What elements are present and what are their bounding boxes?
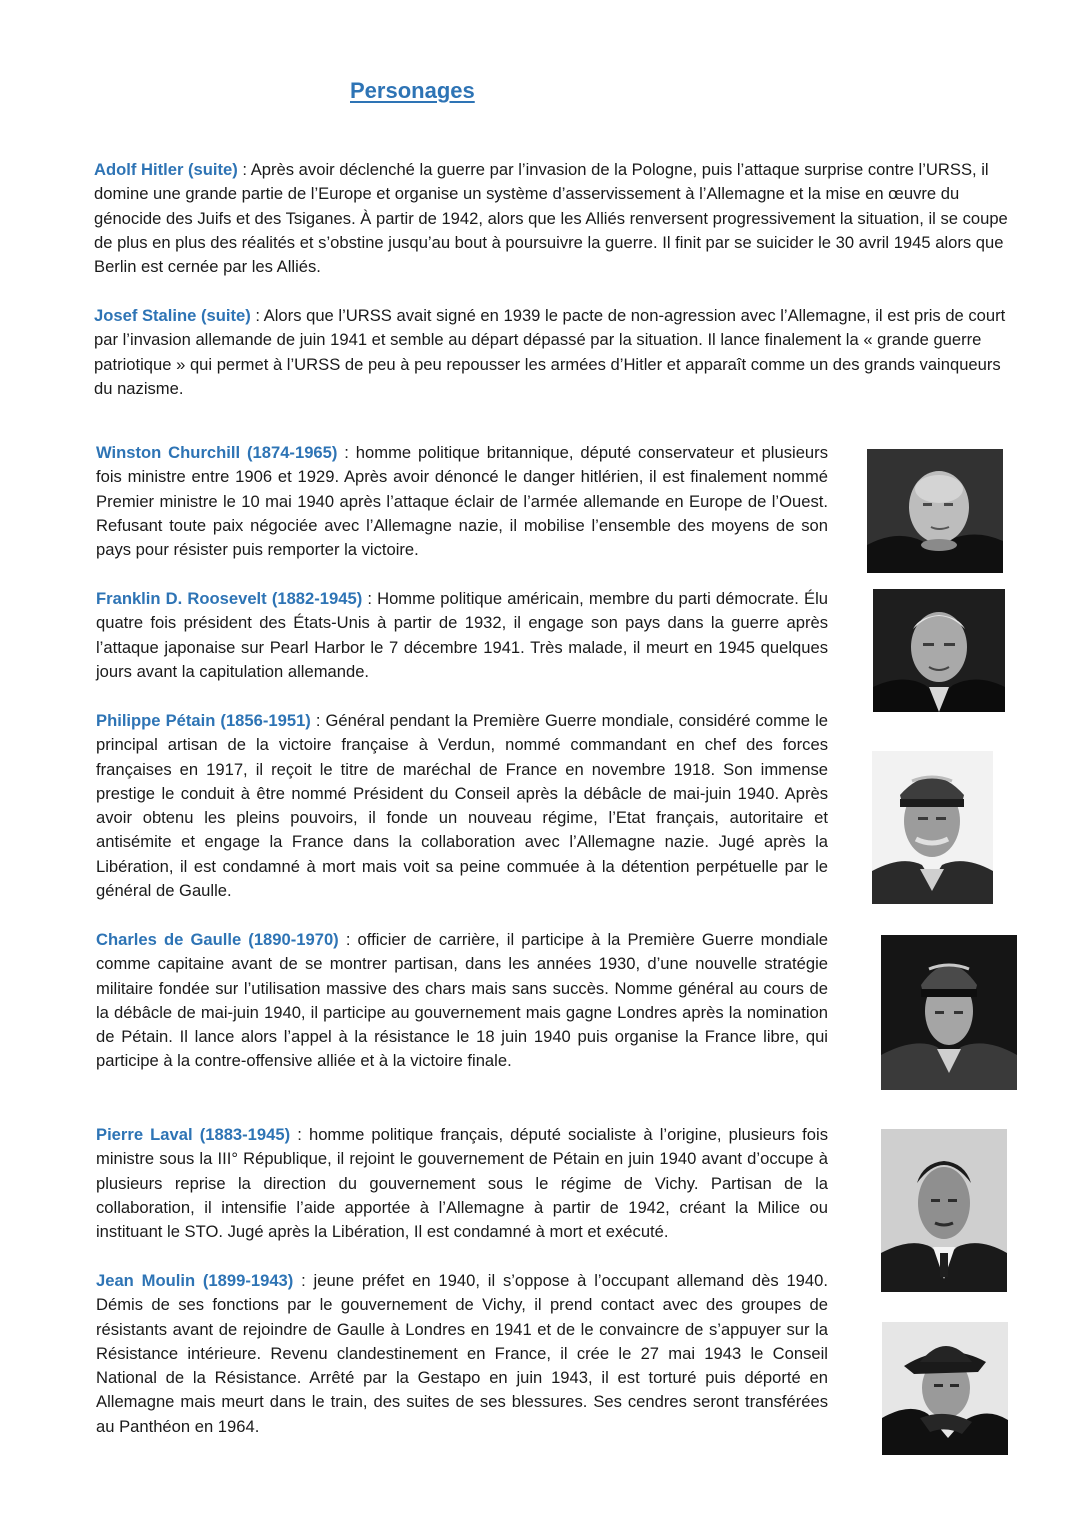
bio-text: : Homme politique américain, membre du parti démocrate. Élu quatre fois président des États-Unis à partir de 1932, il engage son pays dans la guerre après l’attaque japonaise sur Pearl Harbor le 7 décembre 1941. Très malade, il meurt en 1945 quelques jours avant la capitulation allemande. <box>96 589 828 681</box>
churchill-portrait <box>867 449 1003 573</box>
moulin-portrait <box>882 1322 1008 1455</box>
person-name: Pierre Laval (1883-1945) <box>96 1125 291 1144</box>
person-name: Adolf Hitler (suite) <box>94 160 238 179</box>
page-title: Personages <box>350 78 475 103</box>
paragraph-staline <box>94 304 1016 401</box>
de-gaulle-portrait <box>881 935 1017 1090</box>
bio-laval <box>96 1123 828 1244</box>
paragraph-text: : Après avoir déclenché la guerre par l’invasion de la Pologne, puis l’attaque surprise contre l’URSS, il domine une grande partie de l’Europe et organise un système d’asservissement à l’Allemagne et la mise en œuvre du génocide des Juifs et des Tsiganes. À partir de 1942, alors que les Alliés renversent progressivement la situation, il se coupe de plus en plus des réalités et s’obstine jusqu’au bout à poursuivre la guerre. Il finit par se suicider le 30 avril 1945 alors que Berlin est cernée par les Alliés. <box>94 160 1008 277</box>
petain-portrait <box>872 751 993 904</box>
bio-text: : homme politique français, député socialiste à l’origine, plusieurs fois ministre sous la III° République, il rejoint le gouvernement de Pétain en juin 1940 avant d’occupe à plusieurs reprise la direction du gouvernement sous le régime de Vichy. Partisan de la collaboration, il intensifie l’aide apportée à l’Allemagne à partir de 1942, créant la Milice ou instituant le STO. Jugé après la Libération, Il est condamné à mort et exécuté. <box>96 1125 828 1242</box>
bio-de-gaulle <box>96 928 828 1074</box>
laval-portrait <box>881 1129 1007 1292</box>
bio-roosevelt <box>96 587 828 684</box>
paragraph-hitler <box>94 158 1016 279</box>
bio-text: : jeune préfet en 1940, il s’oppose à l’occupant allemand dès 1940. Démis de ses fonctions par le gouvernement de Vichy, il prend contact avec des groupes de résistants avant de rejoindre de Gaulle à Londres en 1941 et de le convaincre de s’appuyer sur la Résistance intérieure. Revenu clandestinement en France, il crée le 27 mai 1943 le Conseil National de la Résistance. Arrêté par la Gestapo en juin 1943, il est torturé puis déporté en Allemagne mais meurt dans le train, des suites de ses blessures. Ses cendres seront transférées au Panthéon en 1964. <box>96 1271 828 1436</box>
person-name: Josef Staline (suite) <box>94 306 251 325</box>
person-name: Jean Moulin (1899-1943) <box>96 1271 294 1290</box>
bio-text: : homme politique britannique, député conservateur et plusieurs fois ministre entre 1906 et 1929. Après avoir dénoncé le danger hitlérien, il est finalement nommé Premier ministre le 10 mai 1940 après l’attaque éclair de l’armée allemande en Europe de l’Ouest. Refusant toute paix négociée avec l’Allemagne nazie, il mobilise l’ensemble des moyens de son pays pour résister puis remporter la victoire. <box>96 443 828 560</box>
bio-moulin <box>96 1269 828 1439</box>
bio-text: : officier de carrière, il participe à la Première Guerre mondiale comme capitaine avant de se montrer partisan, dans les années 1930, d’une nouvelle stratégie militaire fondée sur l’utilisation massive des chars mais sans succès. Nomme général au cours de la débâcle de mai-juin 1940, il participe au gouvernement mais gagne Londres après la nomination de Pétain. Il lance alors l’appel à la résistance le 18 juin 1940 puis organise la France libre, qui participe à la contre-offensive alliée et à la victoire finale. <box>96 930 829 1071</box>
roosevelt-portrait <box>873 589 1005 712</box>
paragraph-text: : Alors que l’URSS avait signé en 1939 le pacte de non-agression avec l’Allemagne, il est pris de court par l’invasion allemande de juin 1941 et semble au départ dépassé par la situation. Il lance finalement la « grande guerre patriotique » qui permet à l’URSS de peu à peu repousser les armées d’Hitler et apparaît comme un des grands vainqueurs du nazisme. <box>94 306 1006 398</box>
person-name: Franklin D. Roosevelt (1882-1945) <box>96 589 363 608</box>
bio-petain <box>96 709 828 903</box>
bio-text: : Général pendant la Première Guerre mondiale, considéré comme le principal artisan de la victoire française à Verdun, nommé commandant en chef des forces françaises en 1917, il reçoit le titre de maréchal de France en novembre 1918. Son immense prestige le conduit à être nommé Président du Conseil après la débâcle de mai-juin 1940. Après avoir obtenu les pleins pouvoirs, il fonde un nouveau régime, l’Etat français, autoritaire et antisémite et engage la France dans la collaboration avec l’Allemagne nazie. Jugé après la Libération, il est condamné à mort mais voit sa peine commuée à la détention perpétuelle par le général de Gaulle. <box>96 711 828 901</box>
person-name: Winston Churchill (1874-1965) <box>96 443 338 462</box>
person-name: Charles de Gaulle (1890-1970) <box>96 930 339 949</box>
bio-churchill <box>96 441 828 562</box>
person-name: Philippe Pétain (1856-1951) <box>96 711 311 730</box>
